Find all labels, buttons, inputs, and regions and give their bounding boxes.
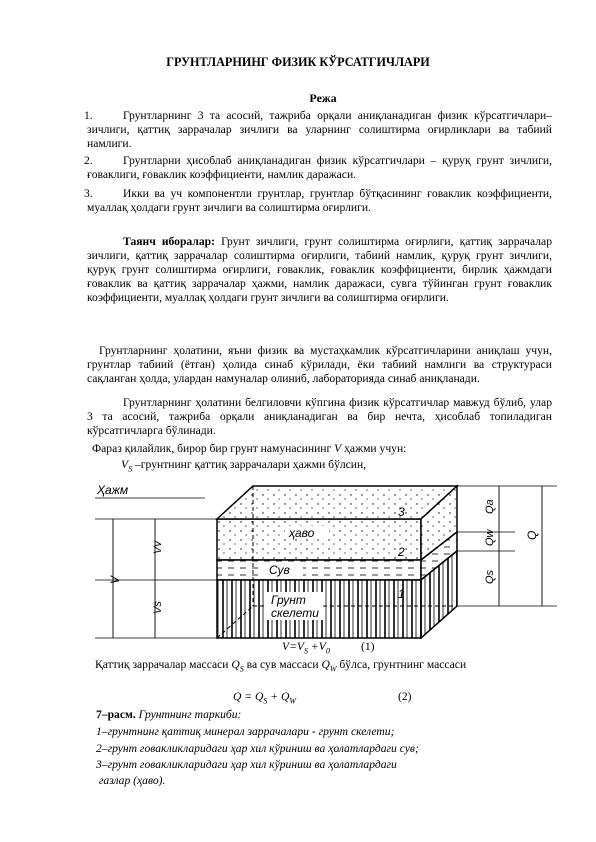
caption-line-1: 1–грунтнинг қаттиқ минерал заррачалари - грунт скелети; [96, 725, 395, 738]
paragraph-3-text-a: Фараз қилайлик, бирор бир грунт намунасининг [92, 442, 335, 455]
para5-s: S [239, 664, 244, 674]
keywords-paragraph [87, 235, 552, 305]
plan-heading: Режа [309, 91, 337, 105]
paragraph-2: Грунтларнинг ҳолатини белгиловчи кўпгина физик кўрсатгичлар мавжуд бўлиб, улар 3 та асосий, тажриба орқали аниқланадиган ва бир нечта, ҳисоблаб топиладиган кўрсатгичларга бўлинади. [87, 396, 552, 437]
caption-line-2: 2–грунт говакликларидаги ҳар хил кўриниш ва ҳолатлардаги сув; [96, 742, 419, 755]
plan-item-3: Икки ва уч компонентли грунтлар, грунтлар бўтқасининг ғоваклик коэффициенти, муаллақ ҳолдаги грунт зичлиги ва солиштирма оғирлиги. [87, 187, 552, 214]
eq1-sub-s: S [304, 646, 308, 656]
caption-line-3: 3–грунт говакликларидаги ҳар хил кўриниш ва ҳолатлардаги [96, 758, 397, 771]
dim-qa: Qa [484, 499, 496, 514]
caption-label: 7–расм. [96, 708, 136, 721]
water-layer-front [217, 560, 421, 580]
air-label: ҳаво [289, 526, 315, 540]
var-v: V [334, 442, 342, 455]
num-2: 2 [398, 545, 405, 559]
para5-q2: Q [321, 658, 330, 671]
dim-vs: Vs [152, 601, 164, 614]
paragraph-3-text-b: ҳажми учун: [341, 442, 407, 455]
num-3: 3 [398, 505, 405, 519]
keywords-label: Таянч иборалар: [123, 235, 215, 248]
plan-item-1: Грунтларнинг 3 та асосий, тажриба орқали аниқланадиган физик кўрсатгичлари–зичлиги, қаттиқ заррачалар зичлиги ва уларнинг солиштирма оғирликлари ва табиий намлиги. [87, 109, 552, 150]
paragraph-4 [121, 458, 366, 472]
page-title: ГРУНТЛАРНИНГ ФИЗИК КЎРСАТГИЧЛАРИ [166, 55, 430, 69]
paragraph-5 [87, 658, 552, 672]
dim-qs: Qs [484, 569, 496, 584]
para5-q: Q [231, 658, 240, 671]
skeleton-label-2: скелети [271, 606, 319, 620]
equation-2 [233, 690, 296, 704]
eq2-b: + Q [267, 690, 290, 703]
para5-b: ва сув массаси [243, 658, 322, 671]
plan-num-3: 3. [84, 187, 93, 200]
eq1-b: +V [308, 640, 326, 653]
plan-num-1: 1. [84, 109, 93, 122]
paragraph-1: Грунтларнинг ҳолатини, яъни физик ва мустаҳкамлик кўрсатгичларини аниқлаш учун, грунтлар табиий (ётган) ҳолида синаб кўрилади, ёки табиий намлиги ва структураси сақланган ҳолда, улардан намуналар олиниб, лабораторияда синаб аниқланади. [87, 344, 552, 385]
paragraph-3 [92, 442, 406, 456]
para5-c: бўлса, грунтнинг массаси [336, 658, 467, 671]
var-vs: V [121, 458, 129, 471]
paragraph-4-text: –грунтнинг қаттиқ заррачалари ҳажми бўлсин, [132, 458, 367, 471]
air-layer-front [217, 519, 421, 560]
skeleton-label-1: Грунт [271, 593, 306, 607]
equation-1 [282, 640, 330, 654]
dim-v: V [108, 575, 122, 584]
volume-label: Ҳажм [97, 483, 129, 497]
eq1-sub-0: 0 [325, 646, 330, 656]
dim-q: Q [525, 530, 539, 540]
equation-1-number: (1) [361, 640, 375, 653]
dim-vv: Vv [152, 541, 164, 554]
var-vs-sub: S [128, 464, 133, 474]
eq2-sub-w: W [289, 696, 297, 706]
soil-composition-figure [95, 474, 560, 639]
num-1: 1 [398, 587, 405, 601]
caption-line-4: газлар (ҳаво). [96, 774, 166, 787]
figure-caption-title [96, 708, 536, 722]
caption-title: Грунтнинг таркиби: [135, 708, 242, 721]
plan-item-2: Грунтларни ҳисоблаб аниқланадиган физик кўрсатгичлари – қуруқ грунт зичлиги, ғоваклиги, ғоваклик коэффициенти, намлик даражаси. [87, 154, 552, 181]
water-label: Сув [269, 563, 290, 577]
para5-w: W [329, 664, 337, 674]
eq1-a: V=V [282, 640, 304, 653]
equation-2-number: (2) [398, 690, 412, 703]
plan-num-2: 2. [84, 154, 93, 167]
keywords-text: Грунт зичлиги, грунт солиштирма оғирлиги, қаттиқ заррачалар зичлиги, қаттиқ заррачалар солиштирма оғирлиги, табиий намлик, қуруқ грунт зичлиги, қуруқ грунт солиштирма оғирлиги, ғоваклик, ғоваклик коэффициенти, бирлик ҳажмдаги ғоваклик ва қаттиқ заррачалар ҳажми, намлик даражаси, сувга тўйинган грунт ғоваклик коэффициенти, муаллақ ҳолдаги грунт зичлиги ва солиштирма оғирлиги. [87, 235, 552, 304]
eq2-sub-s: S [263, 696, 268, 706]
eq2-a: Q = Q [233, 690, 264, 703]
para5-a: Қаттиқ заррачалар массаси [95, 658, 232, 671]
dim-qw: Qw [484, 529, 496, 546]
